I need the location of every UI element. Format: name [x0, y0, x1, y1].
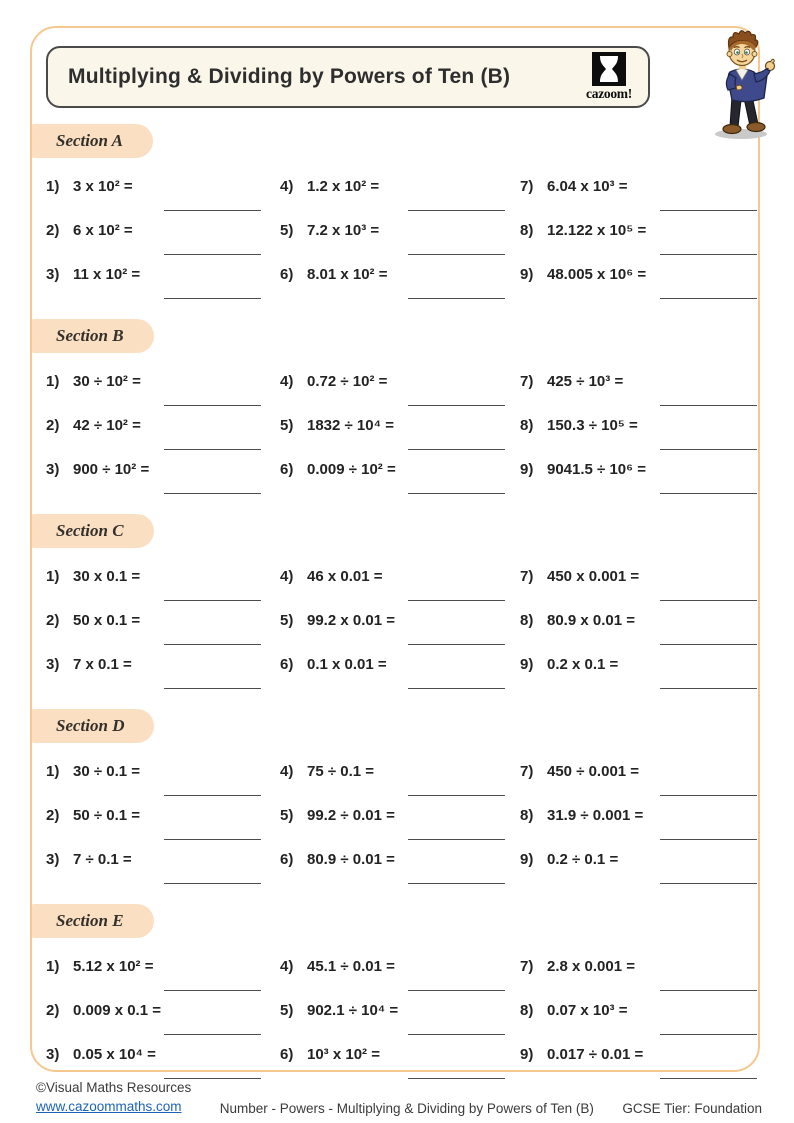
- question-expression: 0.2 x 0.1 =: [547, 655, 619, 673]
- question-expression: 0.1 x 0.01 =: [307, 655, 387, 673]
- question-number: 2): [46, 416, 60, 434]
- question-grid: [44, 749, 746, 881]
- answer-blank: [164, 493, 261, 494]
- question-expression: 425 ÷ 10³ =: [547, 372, 624, 390]
- question: [280, 554, 520, 598]
- question-number: 2): [46, 221, 60, 239]
- worksheet-breadcrumb: Number - Powers - Multiplying & Dividing by Powers of Ten (B): [219, 1101, 594, 1116]
- question-expression: 31.9 ÷ 0.001 =: [547, 806, 644, 824]
- question-number: 7): [520, 567, 534, 585]
- question-number: 6): [280, 460, 294, 478]
- question-number: 1): [46, 957, 60, 975]
- question-number: 6): [280, 850, 294, 868]
- hourglass-icon: [596, 55, 622, 83]
- question: [280, 447, 520, 491]
- section-badge: Section C: [32, 514, 154, 548]
- question-expression: 48.005 x 10⁶ =: [547, 265, 647, 283]
- answer-blank: [660, 883, 757, 884]
- question: [520, 837, 746, 881]
- question-expression: 1832 ÷ 10⁴ =: [307, 416, 394, 434]
- question-number: 9): [520, 265, 534, 283]
- question: [280, 208, 520, 252]
- question-expression: 0.017 ÷ 0.01 =: [547, 1045, 644, 1063]
- answer-blank: [164, 688, 261, 689]
- question: [46, 252, 280, 296]
- question: [280, 403, 520, 447]
- question-number: 6): [280, 655, 294, 673]
- question-number: 9): [520, 850, 534, 868]
- question: [46, 749, 280, 793]
- question-expression: 30 ÷ 10² =: [73, 372, 141, 390]
- question-grid: [44, 944, 746, 1076]
- cazoom-logo-icon: [592, 52, 626, 86]
- question-number: 3): [46, 460, 60, 478]
- question-number: 5): [280, 1001, 294, 1019]
- question-number: 3): [46, 655, 60, 673]
- question-number: 8): [520, 221, 534, 239]
- question-number: 5): [280, 611, 294, 629]
- question: [520, 252, 746, 296]
- question: [46, 447, 280, 491]
- question-number: 4): [280, 957, 294, 975]
- question-expression: 900 ÷ 10² =: [73, 460, 150, 478]
- question-expression: 0.72 ÷ 10² =: [307, 372, 388, 390]
- question-number: 3): [46, 265, 60, 283]
- footer: [36, 1078, 762, 1117]
- question-expression: 99.2 ÷ 0.01 =: [307, 806, 395, 824]
- question-expression: 3 x 10² =: [73, 177, 133, 195]
- question-expression: 42 ÷ 10² =: [73, 416, 141, 434]
- question: [46, 944, 280, 988]
- question-expression: 5.12 x 10² =: [73, 957, 154, 975]
- question: [520, 554, 746, 598]
- section-badge: Section A: [32, 124, 153, 158]
- question-number: 1): [46, 762, 60, 780]
- question-expression: 75 ÷ 0.1 =: [307, 762, 375, 780]
- question-expression: 2.8 x 0.001 =: [547, 957, 635, 975]
- question-number: 4): [280, 762, 294, 780]
- question-number: 7): [520, 762, 534, 780]
- question-number: 1): [46, 177, 60, 195]
- mascot-boy-illustration: [708, 28, 778, 140]
- question-expression: 30 ÷ 0.1 =: [73, 762, 141, 780]
- section: [44, 514, 746, 686]
- question: [280, 749, 520, 793]
- question-expression: 7 x 0.1 =: [73, 655, 132, 673]
- question: [46, 359, 280, 403]
- question-number: 7): [520, 957, 534, 975]
- sections: [44, 124, 746, 1076]
- question: [520, 359, 746, 403]
- question: [520, 749, 746, 793]
- question: [280, 598, 520, 642]
- question-number: 3): [46, 1045, 60, 1063]
- footer-credits: [36, 1078, 191, 1117]
- question: [520, 944, 746, 988]
- question-number: 9): [520, 1045, 534, 1063]
- question-expression: 50 ÷ 0.1 =: [73, 806, 141, 824]
- question-expression: 150.3 ÷ 10⁵ =: [547, 416, 638, 434]
- question-number: 8): [520, 611, 534, 629]
- question-expression: 0.05 x 10⁴ =: [73, 1045, 156, 1063]
- question-grid: [44, 554, 746, 686]
- question: [280, 642, 520, 686]
- question: [46, 988, 280, 1032]
- answer-blank: [164, 298, 261, 299]
- answer-blank: [408, 883, 505, 884]
- question: [520, 447, 746, 491]
- question-expression: 450 ÷ 0.001 =: [547, 762, 640, 780]
- question-expression: 0.009 x 0.1 =: [73, 1001, 161, 1019]
- question-expression: 46 x 0.01 =: [307, 567, 383, 585]
- question-number: 9): [520, 460, 534, 478]
- question-expression: 11 x 10² =: [73, 265, 141, 283]
- answer-blank: [660, 298, 757, 299]
- question-number: 5): [280, 221, 294, 239]
- question-grid: [44, 164, 746, 296]
- question-number: 4): [280, 567, 294, 585]
- answer-blank: [660, 493, 757, 494]
- cazoom-logo: [580, 52, 638, 102]
- question-grid: [44, 359, 746, 491]
- question: [280, 359, 520, 403]
- page-title: Multiplying & Dividing by Powers of Ten (B): [68, 65, 511, 88]
- question: [520, 1032, 746, 1076]
- question: [46, 208, 280, 252]
- question: [46, 598, 280, 642]
- question: [46, 1032, 280, 1076]
- question-number: 8): [520, 806, 534, 824]
- question-expression: 7 ÷ 0.1 =: [73, 850, 132, 868]
- question: [520, 988, 746, 1032]
- question-number: 2): [46, 806, 60, 824]
- question-expression: 30 x 0.1 =: [73, 567, 141, 585]
- question-number: 1): [46, 567, 60, 585]
- question: [280, 252, 520, 296]
- section-badge: Section B: [32, 319, 154, 353]
- question: [46, 554, 280, 598]
- question: [520, 208, 746, 252]
- section: [44, 709, 746, 881]
- question-number: 2): [46, 611, 60, 629]
- worksheet-sheet: [30, 26, 760, 1072]
- question-number: 8): [520, 416, 534, 434]
- question-expression: 80.9 ÷ 0.01 =: [307, 850, 395, 868]
- question-expression: 9041.5 ÷ 10⁶ =: [547, 460, 646, 478]
- question-expression: 80.9 x 0.01 =: [547, 611, 635, 629]
- answer-blank: [408, 298, 505, 299]
- question-expression: 50 x 0.1 =: [73, 611, 141, 629]
- question: [280, 1032, 520, 1076]
- question: [280, 944, 520, 988]
- section-badge: Section D: [32, 709, 154, 743]
- question-expression: 10³ x 10² =: [307, 1045, 380, 1063]
- question-expression: 6 x 10² =: [73, 221, 133, 239]
- question-number: 5): [280, 806, 294, 824]
- question: [280, 837, 520, 881]
- question-expression: 99.2 x 0.01 =: [307, 611, 395, 629]
- question: [520, 403, 746, 447]
- question-expression: 450 x 0.001 =: [547, 567, 640, 585]
- question-number: 7): [520, 372, 534, 390]
- answer-blank: [408, 688, 505, 689]
- copyright-text: ©Visual Maths Resources: [36, 1079, 192, 1095]
- cazoom-logo-text: cazoom!: [586, 86, 632, 101]
- question: [46, 164, 280, 208]
- question-number: 8): [520, 1001, 534, 1019]
- question: [520, 598, 746, 642]
- question-number: 1): [46, 372, 60, 390]
- question: [46, 642, 280, 686]
- question-number: 6): [280, 1045, 294, 1063]
- question-expression: 1.2 x 10² =: [307, 177, 380, 195]
- answer-blank: [408, 493, 505, 494]
- question: [520, 642, 746, 686]
- question: [280, 793, 520, 837]
- question-number: 6): [280, 265, 294, 283]
- section-badge: Section E: [32, 904, 154, 938]
- question: [520, 164, 746, 208]
- question-expression: 7.2 x 10³ =: [307, 221, 380, 239]
- question-expression: 0.2 ÷ 0.1 =: [547, 850, 619, 868]
- question: [280, 164, 520, 208]
- question-number: 3): [46, 850, 60, 868]
- question-number: 5): [280, 416, 294, 434]
- question-expression: 902.1 ÷ 10⁴ =: [307, 1001, 399, 1019]
- question: [46, 837, 280, 881]
- question-number: 9): [520, 655, 534, 673]
- section: [44, 319, 746, 491]
- answer-blank: [660, 688, 757, 689]
- question-expression: 6.04 x 10³ =: [547, 177, 628, 195]
- question-number: 4): [280, 372, 294, 390]
- question-expression: 45.1 ÷ 0.01 =: [307, 957, 395, 975]
- question-number: 4): [280, 177, 294, 195]
- question-number: 2): [46, 1001, 60, 1019]
- section: [44, 904, 746, 1076]
- section: [44, 124, 746, 296]
- question: [520, 793, 746, 837]
- question-expression: 12.122 x 10⁵ =: [547, 221, 647, 239]
- question-expression: 8.01 x 10² =: [307, 265, 388, 283]
- question: [46, 403, 280, 447]
- website-link[interactable]: www.cazoommaths.com: [36, 1099, 182, 1115]
- question: [46, 793, 280, 837]
- question: [280, 988, 520, 1032]
- question-number: 7): [520, 177, 534, 195]
- answer-blank: [164, 883, 261, 884]
- title-box: [46, 46, 650, 108]
- question-expression: 0.07 x 10³ =: [547, 1001, 628, 1019]
- gcse-tier-label: GCSE Tier: Foundation: [622, 1101, 762, 1116]
- question-expression: 0.009 ÷ 10² =: [307, 460, 396, 478]
